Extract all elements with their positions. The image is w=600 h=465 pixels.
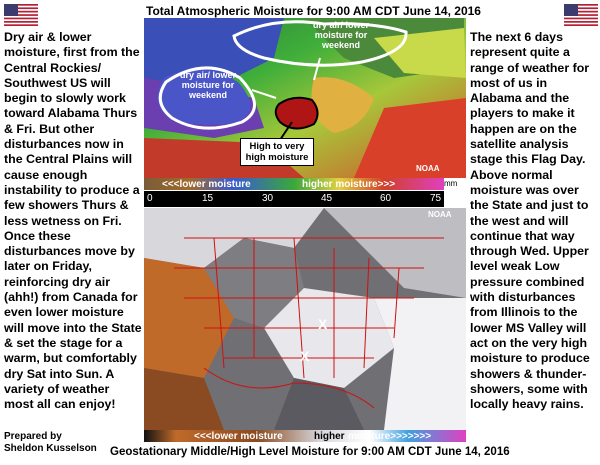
scale-tick: 15 <box>202 193 214 204</box>
top-map-title: Total Atmospheric Moisture for 9:00 AM CDT June 14, 2016 <box>146 4 481 18</box>
scale-tick: 0 <box>147 193 153 204</box>
right-forecast-text: The next 6 days represent quite a range of weather for most of us in Alabama and the players to make it happen are on the satellite analysis stage this Flag Day. Above normal moisture was over the State and just to the west and will continue that way through Wed. Upper level weak Low pressure combined with disturbances from Illinois to the lower MS Valley will act on the very high moisture to produce showers & thunder-showers, some with locally heavy rains. <box>470 30 590 412</box>
bottom-map-title: Geostationary Middle/High Level Moisture for 9:00 AM CDT June 14, 2016 <box>110 446 510 458</box>
prepared-by-credit: Prepared by Sheldon Kusselson <box>4 431 97 454</box>
scale-tick: 45 <box>321 193 333 204</box>
vapor-color-scale <box>144 430 466 442</box>
scale-tick: 30 <box>262 193 274 204</box>
total-moisture-map <box>144 18 466 178</box>
dry-air-weekend-label: dry air/ lower moisture for weekend <box>179 70 237 100</box>
water-vapor-image <box>144 208 466 430</box>
us-flag-icon <box>4 4 38 26</box>
scale-tick: 60 <box>380 193 392 204</box>
scale-tick: 75 <box>430 193 442 204</box>
moisture-color-scale <box>144 178 444 190</box>
scale-unit: mm <box>444 179 458 188</box>
marker-x: X <box>318 316 328 332</box>
scale-higher-label: higher moisture>>> <box>302 178 396 190</box>
scale-ticks <box>144 191 444 207</box>
us-flag-icon <box>564 4 598 26</box>
scale-lower-label: <<<lower moisture <box>162 178 251 190</box>
dry-air-weekend-label: dry air/ lower moisture for weekend <box>312 20 370 50</box>
noaa-logo: NOAA <box>416 164 440 173</box>
marker-x: X <box>300 348 310 364</box>
vapor-higher-label: higher <box>314 430 345 442</box>
vapor-lower-label: <<<lower moisture <box>194 430 283 442</box>
left-forecast-text: Dry air & lower moisture, first from the Central Rockies/ Southwest US will begin to slowly work toward Alabama Thurs & Fri. But other disturbances now in the Central Plains will cause enough instability to produce a few showers Thurs & less wetness on Fri. Once these disturbances move by later on Friday, reinforcing dry air (ahh!) from Canada for even lower moisture will move into the State & set the stage for a warm, but comfortably dry Sat into Sun. A variety of weather most all can enjoy! <box>4 30 142 412</box>
vapor-higher-label: moisture>>>>>>> <box>348 430 432 442</box>
water-vapor-map <box>144 208 466 430</box>
high-moisture-callout: High to very high moisture <box>240 138 314 166</box>
noaa-logo: NOAA <box>428 210 452 219</box>
